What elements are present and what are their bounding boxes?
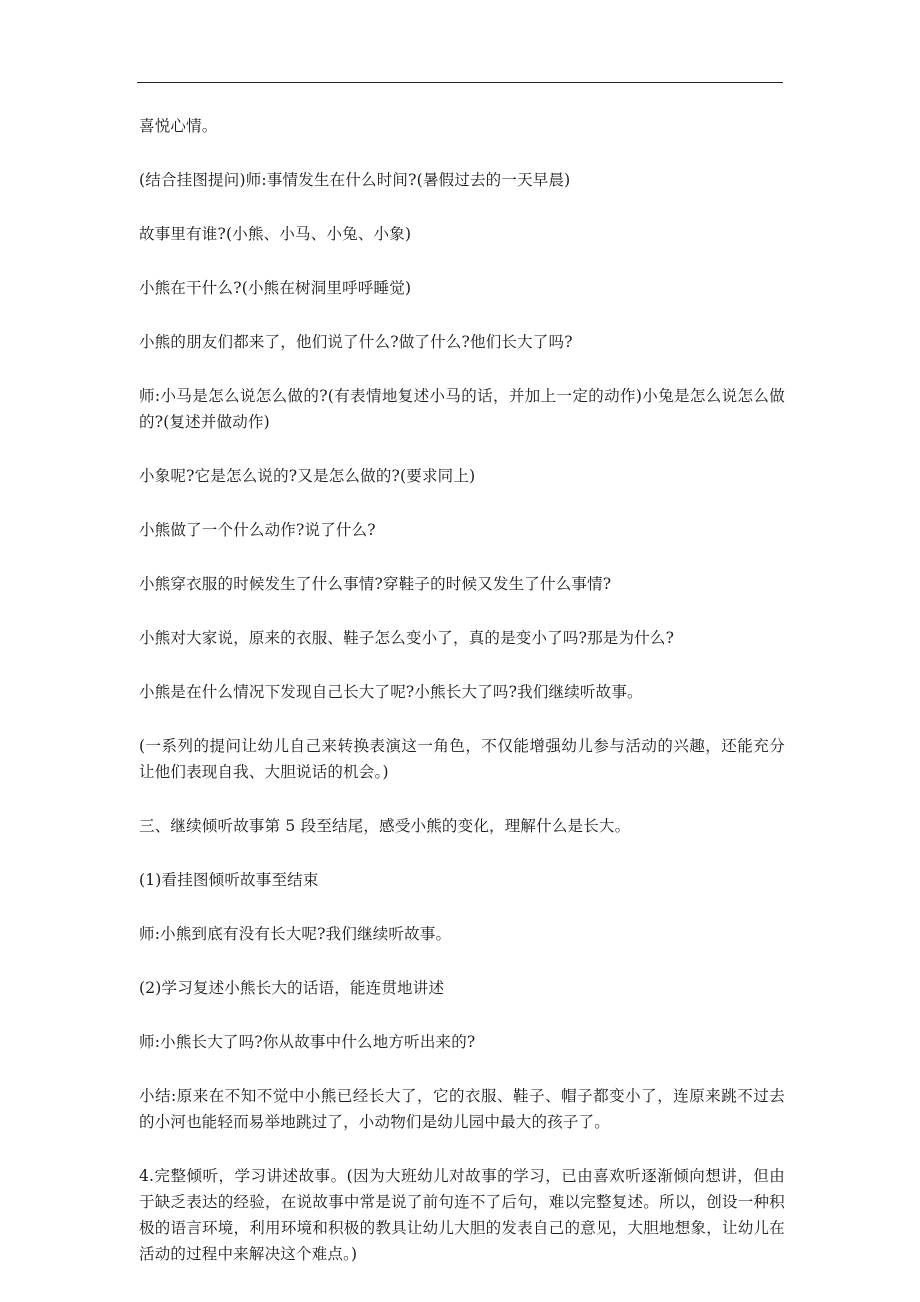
paragraph-16: (2)学习复述小熊长大的话语，能连贯地讲述 — [139, 979, 445, 997]
paragraph-14: (1)看挂图倾听故事至结束 — [139, 871, 319, 889]
paragraph-1: 喜悦心情。 — [139, 117, 218, 135]
paragraph-10: 小熊对大家说，原来的衣服、鞋子怎么变小了，真的是变小了吗?那是为什么? — [139, 629, 675, 647]
paragraph-9: 小熊穿衣服的时候发生了什么事情?穿鞋子的时候又发生了什么事情? — [139, 575, 612, 593]
paragraph-15: 师:小熊到底有没有长大呢?我们继续听故事。 — [139, 925, 452, 943]
paragraph-2: (结合挂图提问)师:事情发生在什么时间?(暑假过去的一天早晨) — [139, 171, 571, 189]
paragraph-5: 小熊的朋友们都来了，他们说了什么?做了什么?他们长大了吗? — [139, 333, 573, 351]
paragraph-7: 小象呢?它是怎么说的?又是怎么做的?(要求同上) — [139, 467, 476, 485]
paragraph-6: 师:小马是怎么说怎么做的?(有表情地复述小马的话，并加上一定的动作)小兔是怎么说怎么做的?(复述并做动作) — [139, 387, 785, 431]
paragraph-17: 师:小熊长大了吗?你从故事中什么地方听出来的? — [139, 1033, 476, 1051]
paragraph-11: 小熊是在什么情况下发现自己长大了呢?小熊长大了吗?我们继续听故事。 — [139, 683, 643, 701]
paragraph-12: (一系列的提问让幼儿自己来转换表演这一角色，不仅能增强幼儿参与活动的兴趣，还能充分让他们表现自我、大胆说话的机会。) — [139, 737, 785, 781]
section-heading-3: 三、继续倾听故事第 5 段至结尾，感受小熊的变化，理解什么是长大。 — [139, 817, 631, 835]
document-body — [139, 113, 785, 1295]
paragraph-summary: 小结:原来在不知不觉中小熊已经长大了，它的衣服、鞋子、帽子都变小了，连原来跳不过去的小河也能轻而易举地跳过了，小动物们是幼儿园中最大的孩子了。 — [139, 1087, 785, 1131]
paragraph-step-4: 4.完整倾听，学习讲述故事。(因为大班幼儿对故事的学习，已由喜欢听逐渐倾向想讲，但由于缺乏表达的经验，在说故事中常是说了前句连不了后句，难以完整复述。所以，创设一种积极的语言环境，利用环境和积极的教具让幼儿大胆的发表自己的意见，大胆地想象，让幼儿在活动的过程中来解决这个难点。) — [139, 1167, 785, 1263]
paragraph-8: 小熊做了一个什么动作?说了什么? — [139, 521, 376, 539]
paragraph-4: 小熊在干什么?(小熊在树洞里呼呼睡觉) — [139, 279, 412, 297]
header-rule — [137, 82, 783, 83]
paragraph-3: 故事里有谁?(小熊、小马、小兔、小象) — [139, 225, 412, 243]
